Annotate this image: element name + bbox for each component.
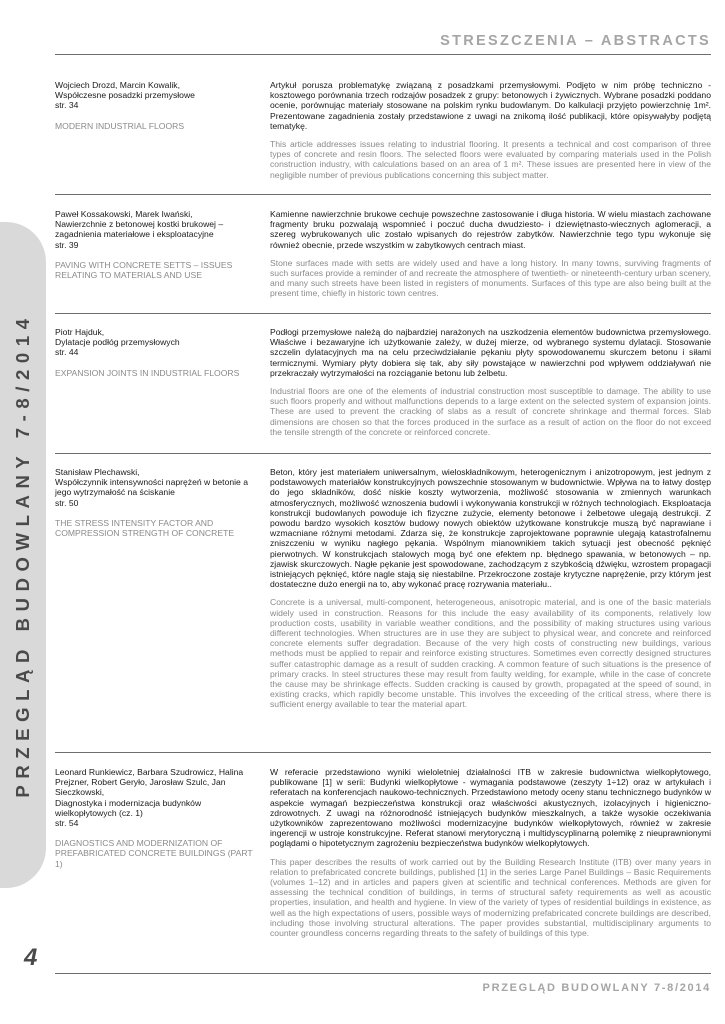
entry-page: str. 50: [55, 497, 79, 508]
abstract-pl: Artykuł porusza problematykę związaną z posadzkami przemysłowymi. Podjęto w nim próbę techniczno - kosztowego porównania trzech rodzajów posadzek z grupy: betonowych i żywicznych. Wybrane posadzki poddano ocenie, porównując materiały stosowane na polskim rynku budowlanym. Do kalkulacji przyjęto powierzchnię 1m². Prezentowane zagadnienia zostały przedstawione z uwagi na znikomą ilość publikacji, które opisywałyby podjętą tematykę.: [270, 80, 711, 131]
entry-authors: Stanisław Plechawski,: [55, 467, 140, 477]
entry-abstracts: [270, 467, 711, 710]
entry-title-pl: Współczynnik intensywności naprężeń w betonie a jego wytrzymałość na ściskanie: [55, 477, 248, 498]
abstract-en: This paper describes the results of work carried out by the Building Research Institute (ITB) over many years in relation to prefabricated concrete buildings, published [1] in the series Large Panel Buildings – Basic Requirements (volumes 1–12) and in articles and papers given at scientific and technical conferences. Methods are given for assessing the technical condition of buildings, in terms of structural safety requirements as well as acoustic properties, insulation, and health and hygiene. In view of the variety of types of residential buildings in existence, as well as the high expectations of users, possible ways of modernizing prefabricated concrete buildings are described, including those involving structural alterations. The paper provides substantial, multidisciplinary arguments to counter groundless concerns regarding threats to the safety of buildings of this type.: [270, 856, 711, 939]
entry-page: str. 34: [55, 100, 79, 111]
entry-divider: [55, 313, 711, 314]
page-number: 4: [24, 944, 38, 971]
sidebar-journal-title: PRZEGLĄD BUDOWLANY 7-8/2014: [12, 312, 33, 798]
entry-title-pl: Nawierzchnie z betonowej kostki brukowej – zagadnienia materiałowe i eksploatacyjne: [55, 219, 224, 240]
footer-divider: [55, 973, 711, 974]
entry-title-pl: Współczesne posadzki przemysłowe: [55, 90, 195, 101]
entry-title-en: EXPANSION JOINTS IN INDUSTRIAL FLOORS: [55, 367, 240, 378]
entry-title-pl: Diagnostyka i modernizacja budynków wielkopłytowych (cz. 1): [55, 797, 202, 818]
abstract-pl: Beton, który jest materiałem uniwersalnym, wieloskładnikowym, heterogenicznym i anizotropowym, jest jednym z podstawowych materiałów konstrukcyjnych powszechnie stosowanym w budownictwie. Wpływa na to łatwy dostęp do jego składników, dość niskie koszty wytworzenia, możliwość stosowania w zmiennych warunkach atmosferycznych, możliwość wznoszenia budowli i wykonywania konstrukcji w różnych technologiach. Eksploatacja konstrukcji budowlanych powoduje ich fizyczne zużycie, elementy betonowe i żelbetowe ulegają destrukcji. Z powodu bardzo wysokich kosztów budowy nowych obiektów użytkowane konstrukcje muszą być naprawiane i wzmacniane różnymi metodami. Zdarza się, że konstrukcje zaprojektowane poprawnie ulegają katastrofalnemu zniszczeniu w wyniku nagłego pękania. Wspólnym mianownikiem takich sytuacji jest obecność pęknięć pierwotnych. W konstrukcjach stalowych mogą być one efektem np. błędnego spawania, w betonowych – np. zjawisk skurczowych. Nagłe pękanie jest spowodowane, zachodzącym z szybkością dźwięku, wzrostem propagacji istniejących pęknięć, które nagle stają się niestabilne. Przekroczone zostaje krytyczne naprężenie, przy którym jest dostateczne dużo energii na to, aby wykonać pracę rozrywania materiału..: [270, 467, 711, 590]
abstract-pl: Kamienne nawierzchnie brukowe cechuje powszechne zastosowanie i długa historia. W wielu miastach zachowane fragmenty bruku pozwalają wspomnieć i poczuć ducha dwudziesto- i dziewiętnasto-wiecznych aglomeracji, a szereg wybrukowanych ulic zostało wpisanych do rejestrów zabytków. Nawierzchnie tego typu wykonuje się również obecnie, przede wszystkim w zabytkowych centrach miast.: [270, 209, 711, 250]
abstract-en: This article addresses issues relating to industrial flooring. It presents a technical and cost comparison of three types of concrete and resin floors. The selected floors were evaluated by comparing materials used in the Polish construction industry, with calculations based on an area of 1 m². These issues are presented here in view of the negligible number of previous publications concerning this subject matter.: [270, 139, 711, 180]
entry-authors: Wojciech Drozd, Marcin Kowalik,: [55, 80, 180, 90]
entry-title-en: MODERN INDUSTRIAL FLOORS: [55, 120, 185, 131]
entry-title-en: THE STRESS INTENSITY FACTOR AND COMPRESSION STRENGTH OF CONCRETE: [55, 517, 235, 539]
entry-page: str. 44: [55, 347, 79, 358]
entry-abstracts: [270, 80, 711, 180]
entry-page: str. 54: [55, 818, 79, 829]
entry-title-en: DIAGNOSTICS AND MODERNIZATION OF PREFABRICATED CONCRETE BUILDINGS (PART 1): [55, 838, 253, 869]
entry-divider: [55, 453, 711, 454]
entry-meta: [55, 327, 257, 378]
entry-authors: Paweł Kossakowski, Marek Iwański,: [55, 209, 193, 219]
footer-journal-title: PRZEGLĄD BUDOWLANY 7-8/2014: [482, 982, 711, 994]
entry-meta: [55, 80, 257, 131]
entry-abstracts: [270, 327, 711, 437]
abstract-pl: Podłogi przemysłowe należą do najbardziej narażonych na uszkodzenia elementów budownictwa przemysłowego. Właściwe i bezawaryjne ich użytkowanie zależy, w dużej mierze, od wybranego systemu dylatacji. Stosowanie szczelin dylatacyjnych ma na celu przeciwdziałanie pękaniu płyty spowodowanemu skurczem betonu i siłami termicznymi. Wymiary płyty dobiera się tak, aby siły powstające w nawierzchni pod wpływem oddziaływań nie przekraczały wytrzymałości na rozciąganie betonu lub żelbetu.: [270, 327, 711, 378]
entry-authors: Piotr Hajduk,: [55, 327, 105, 337]
entry-abstracts: [270, 209, 711, 299]
entry-title-pl: Dylatacje podłóg przemysłowych: [55, 337, 180, 348]
entry-divider: [55, 194, 711, 195]
entry-divider: [55, 752, 711, 753]
entry-title-en: PAVING WITH CONCRETE SETTS – ISSUES RELATING TO MATERIALS AND USE: [55, 259, 233, 281]
entry-page: str. 39: [55, 239, 79, 250]
page-header-title: STRESZCZENIA – ABSTRACTS: [440, 33, 711, 49]
entry-meta: [55, 209, 257, 280]
entry-meta: [55, 767, 257, 869]
entry-meta: [55, 467, 257, 538]
abstract-en: Industrial floors are one of the elements of industrial construction most susceptible to damage. The ability to use such floors properly and without malfunctions depends to a large extent on the selected system of expansion joints. These are used to prevent the cracking of slabs as a result of concrete shrinkage and thermal forces. Slab dimensions are chosen so that the forces produced in the surface as a result of action on the floor do not exceed the tensile strength of the concrete or reinforced concrete.: [270, 386, 711, 437]
entry-authors: Leonard Runkiewicz, Barbara Szudrowicz, Halina Prejzner, Robert Geryło, Jarosław Szulc, Jan Sieczkowski,: [55, 767, 244, 798]
header-divider: [55, 54, 711, 55]
entry-abstracts: [270, 767, 711, 938]
abstract-en: Stone surfaces made with setts are widely used and have a long history. In many towns, surviving fragments of such surfaces provide a reminder of and recreate the atmosphere of twentieth- or nineteenth-century urban scenery, and many such streets have been listed in registers of monuments. Surfaces of this type are also being built at the present time, chiefly in historic town centres.: [270, 257, 711, 299]
abstract-en: Concrete is a universal, multi-component, heterogeneous, anisotropic material, and is one of the basic materials widely used in construction. Reasons for this include the easy availability of its components, relatively low production costs, usability in variable weather conditions, and the possibility of making structures using various different technologies. When structures are in use they are subject to physical wear, and concrete and reinforced concrete elements suffer degradation. Because of the very high costs of constructing new buildings, various methods must be applied to repair and reinforce existing structures. Sometimes even correctly designed structures suffer catastrophic damage as a result of sudden cracking. A common feature of such situations is the presence of primary cracks. In steel structures these may result from faulty welding, for example, while in the case of concrete the cause may be shrinkage effects. Sudden cracking is caused by growth, propagated at the speed of sound, in existing cracks, which rapidly become unstable. This involves the exceeding of the critical stress, where there is sufficient energy available to tear the material apart.: [270, 597, 711, 710]
abstract-pl: W referacie przedstawiono wyniki wieloletniej działalności ITB w zakresie budownictwa wielkopłytowego, publikowane [1] w serii: Budynki wielkopłytowe - wymagania podstawowe (zeszyty 1÷12) oraz w artykułach i referatach na konferencjach naukowo-technicznych. Przedstawiono metody oceny stanu technicznego budynków w aspekcie wymagań bezpieczeństwa konstrukcji oraz właściwości akustycznych, izolacyjnych i higieniczno-zdrowotnych. Z uwagi na różnorodność istniejących budynków mieszkalnych, a także wysokie oczekiwania użytkowników zaprezentowano możliwości modernizacyjne budynków wielkopłytowych, również w zakresie ingerencji w ustroje konstrukcyjne. Referat stanowi merytoryczną i multidyscyplinarną polemikę z nieuprawnionymi poglądami o hipotetycznym zagrożeniu bezpieczeństwa budynków wielkopłytowych.: [270, 767, 711, 849]
